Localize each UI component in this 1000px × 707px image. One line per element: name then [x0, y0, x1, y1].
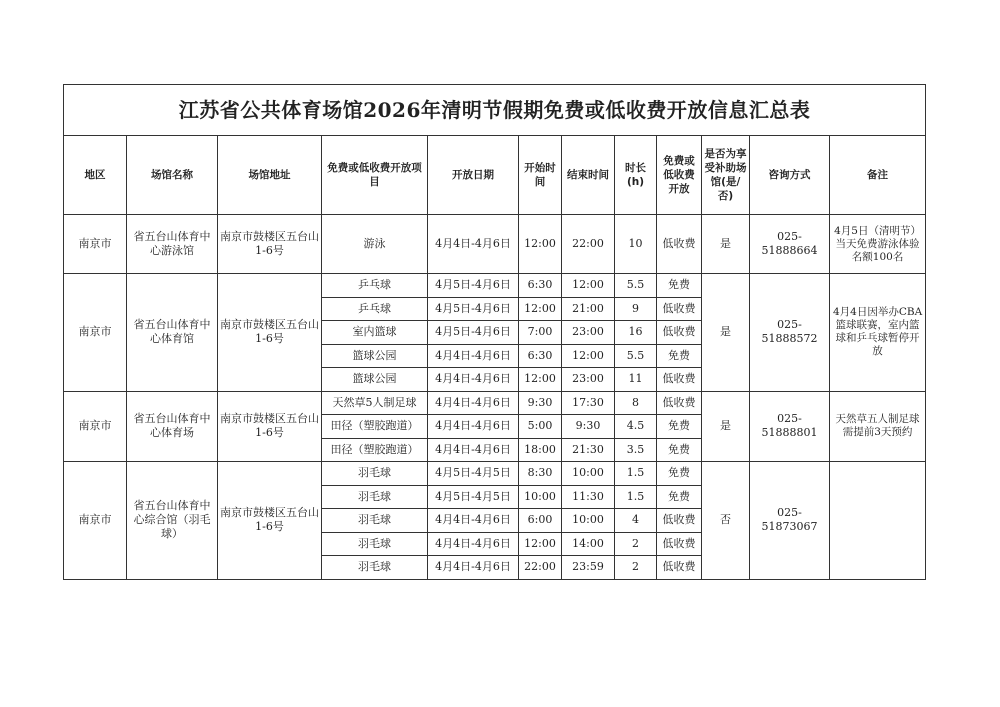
fee-cell: 免费 — [657, 462, 702, 486]
region-cell: 南京市 — [64, 391, 127, 462]
fee-cell: 免费 — [657, 415, 702, 439]
end-time-cell: 12:00 — [562, 344, 615, 368]
subsidized-cell: 是 — [702, 215, 750, 274]
fee-cell: 低收费 — [657, 509, 702, 533]
project-cell: 羽毛球 — [322, 509, 428, 533]
end-time-cell: 9:30 — [562, 415, 615, 439]
venue-name-cell: 省五台山体育中心体育馆 — [127, 274, 218, 392]
header-project: 免费或低收费开放项目 — [322, 136, 428, 215]
subsidized-cell: 是 — [702, 274, 750, 392]
start-time-cell: 22:00 — [519, 556, 562, 580]
project-cell: 羽毛球 — [322, 532, 428, 556]
address-cell: 南京市鼓楼区五台山1-6号 — [218, 215, 322, 274]
duration-cell: 4 — [615, 509, 657, 533]
project-cell: 田径（塑胶跑道） — [322, 438, 428, 462]
header-start: 开始时间 — [519, 136, 562, 215]
start-time-cell: 6:30 — [519, 344, 562, 368]
fee-cell: 免费 — [657, 344, 702, 368]
end-time-cell: 23:00 — [562, 321, 615, 345]
contact-cell: 025-51888572 — [750, 274, 830, 392]
end-time-cell: 22:00 — [562, 215, 615, 274]
header-end: 结束时间 — [562, 136, 615, 215]
header-fee: 免费或低收费开放 — [657, 136, 702, 215]
contact-cell: 025-51873067 — [750, 462, 830, 580]
region-cell: 南京市 — [64, 274, 127, 392]
dates-cell: 4月4日-4月6日 — [428, 391, 519, 415]
project-cell: 羽毛球 — [322, 462, 428, 486]
project-cell: 篮球公园 — [322, 368, 428, 392]
contact-cell: 025-51888664 — [750, 215, 830, 274]
address-cell: 南京市鼓楼区五台山1-6号 — [218, 462, 322, 580]
duration-cell: 8 — [615, 391, 657, 415]
dates-cell: 4月4日-4月6日 — [428, 368, 519, 392]
duration-cell: 5.5 — [615, 274, 657, 298]
subsidized-cell: 否 — [702, 462, 750, 580]
note-cell — [830, 462, 926, 580]
end-time-cell: 21:00 — [562, 297, 615, 321]
region-cell: 南京市 — [64, 215, 127, 274]
start-time-cell: 12:00 — [519, 297, 562, 321]
end-time-cell: 23:00 — [562, 368, 615, 392]
fee-cell: 低收费 — [657, 532, 702, 556]
dates-cell: 4月5日-4月6日 — [428, 274, 519, 298]
contact-cell: 025-51888801 — [750, 391, 830, 462]
duration-cell: 5.5 — [615, 344, 657, 368]
dates-cell: 4月4日-4月6日 — [428, 509, 519, 533]
duration-cell: 9 — [615, 297, 657, 321]
header-venue-name: 场馆名称 — [127, 136, 218, 215]
end-time-cell: 11:30 — [562, 485, 615, 509]
duration-cell: 3.5 — [615, 438, 657, 462]
venue-name-cell: 省五台山体育中心体育场 — [127, 391, 218, 462]
region-cell: 南京市 — [64, 462, 127, 580]
end-time-cell: 23:59 — [562, 556, 615, 580]
duration-cell: 1.5 — [615, 462, 657, 486]
dates-cell: 4月4日-4月6日 — [428, 556, 519, 580]
start-time-cell: 7:00 — [519, 321, 562, 345]
fee-cell: 低收费 — [657, 368, 702, 392]
project-cell: 田径（塑胶跑道） — [322, 415, 428, 439]
dates-cell: 4月4日-4月6日 — [428, 215, 519, 274]
note-cell: 天然草五人制足球需提前3天预约 — [830, 391, 926, 462]
address-cell: 南京市鼓楼区五台山1-6号 — [218, 391, 322, 462]
start-time-cell: 12:00 — [519, 215, 562, 274]
start-time-cell: 18:00 — [519, 438, 562, 462]
start-time-cell: 6:30 — [519, 274, 562, 298]
project-cell: 乒乓球 — [322, 297, 428, 321]
project-cell: 羽毛球 — [322, 556, 428, 580]
duration-cell: 2 — [615, 556, 657, 580]
header-subsidized: 是否为享受补助场馆(是/否) — [702, 136, 750, 215]
duration-cell: 11 — [615, 368, 657, 392]
project-cell: 天然草5人制足球 — [322, 391, 428, 415]
start-time-cell: 9:30 — [519, 391, 562, 415]
dates-cell: 4月4日-4月6日 — [428, 438, 519, 462]
start-time-cell: 10:00 — [519, 485, 562, 509]
dates-cell: 4月4日-4月6日 — [428, 532, 519, 556]
venue-table — [63, 84, 926, 580]
fee-cell: 免费 — [657, 485, 702, 509]
start-time-cell: 6:00 — [519, 509, 562, 533]
header-contact: 咨询方式 — [750, 136, 830, 215]
duration-cell: 4.5 — [615, 415, 657, 439]
dates-cell: 4月5日-4月5日 — [428, 462, 519, 486]
project-cell: 乒乓球 — [322, 274, 428, 298]
start-time-cell: 5:00 — [519, 415, 562, 439]
duration-cell: 2 — [615, 532, 657, 556]
end-time-cell: 17:30 — [562, 391, 615, 415]
duration-cell: 16 — [615, 321, 657, 345]
dates-cell: 4月5日-4月5日 — [428, 485, 519, 509]
document-page — [63, 84, 925, 580]
end-time-cell: 10:00 — [562, 462, 615, 486]
header-note: 备注 — [830, 136, 926, 215]
dates-cell: 4月5日-4月6日 — [428, 297, 519, 321]
fee-cell: 低收费 — [657, 321, 702, 345]
dates-cell: 4月4日-4月6日 — [428, 344, 519, 368]
fee-cell: 低收费 — [657, 391, 702, 415]
project-cell: 游泳 — [322, 215, 428, 274]
end-time-cell: 10:00 — [562, 509, 615, 533]
venue-name-cell: 省五台山体育中心综合馆（羽毛球） — [127, 462, 218, 580]
table-row — [64, 391, 926, 415]
project-cell: 篮球公园 — [322, 344, 428, 368]
end-time-cell: 14:00 — [562, 532, 615, 556]
duration-cell: 1.5 — [615, 485, 657, 509]
fee-cell: 低收费 — [657, 297, 702, 321]
note-cell: 4月4日因举办CBA篮球联赛，室内篮球和乒乓球暂停开放 — [830, 274, 926, 392]
address-cell: 南京市鼓楼区五台山1-6号 — [218, 274, 322, 392]
fee-cell: 免费 — [657, 274, 702, 298]
start-time-cell: 8:30 — [519, 462, 562, 486]
dates-cell: 4月4日-4月6日 — [428, 415, 519, 439]
header-row — [64, 136, 926, 215]
header-dates: 开放日期 — [428, 136, 519, 215]
header-duration: 时长(h) — [615, 136, 657, 215]
table-row — [64, 274, 926, 298]
table-row — [64, 462, 926, 486]
subsidized-cell: 是 — [702, 391, 750, 462]
start-time-cell: 12:00 — [519, 532, 562, 556]
header-address: 场馆地址 — [218, 136, 322, 215]
dates-cell: 4月5日-4月6日 — [428, 321, 519, 345]
duration-cell: 10 — [615, 215, 657, 274]
fee-cell: 免费 — [657, 438, 702, 462]
fee-cell: 低收费 — [657, 215, 702, 274]
header-region: 地区 — [64, 136, 127, 215]
fee-cell: 低收费 — [657, 556, 702, 580]
table-row — [64, 215, 926, 274]
note-cell: 4月5日（清明节）当天免费游泳体验名额100名 — [830, 215, 926, 274]
end-time-cell: 12:00 — [562, 274, 615, 298]
project-cell: 室内篮球 — [322, 321, 428, 345]
project-cell: 羽毛球 — [322, 485, 428, 509]
venue-name-cell: 省五台山体育中心游泳馆 — [127, 215, 218, 274]
table-title: 江苏省公共体育场馆2026年清明节假期免费或低收费开放信息汇总表 — [64, 85, 926, 136]
end-time-cell: 21:30 — [562, 438, 615, 462]
start-time-cell: 12:00 — [519, 368, 562, 392]
